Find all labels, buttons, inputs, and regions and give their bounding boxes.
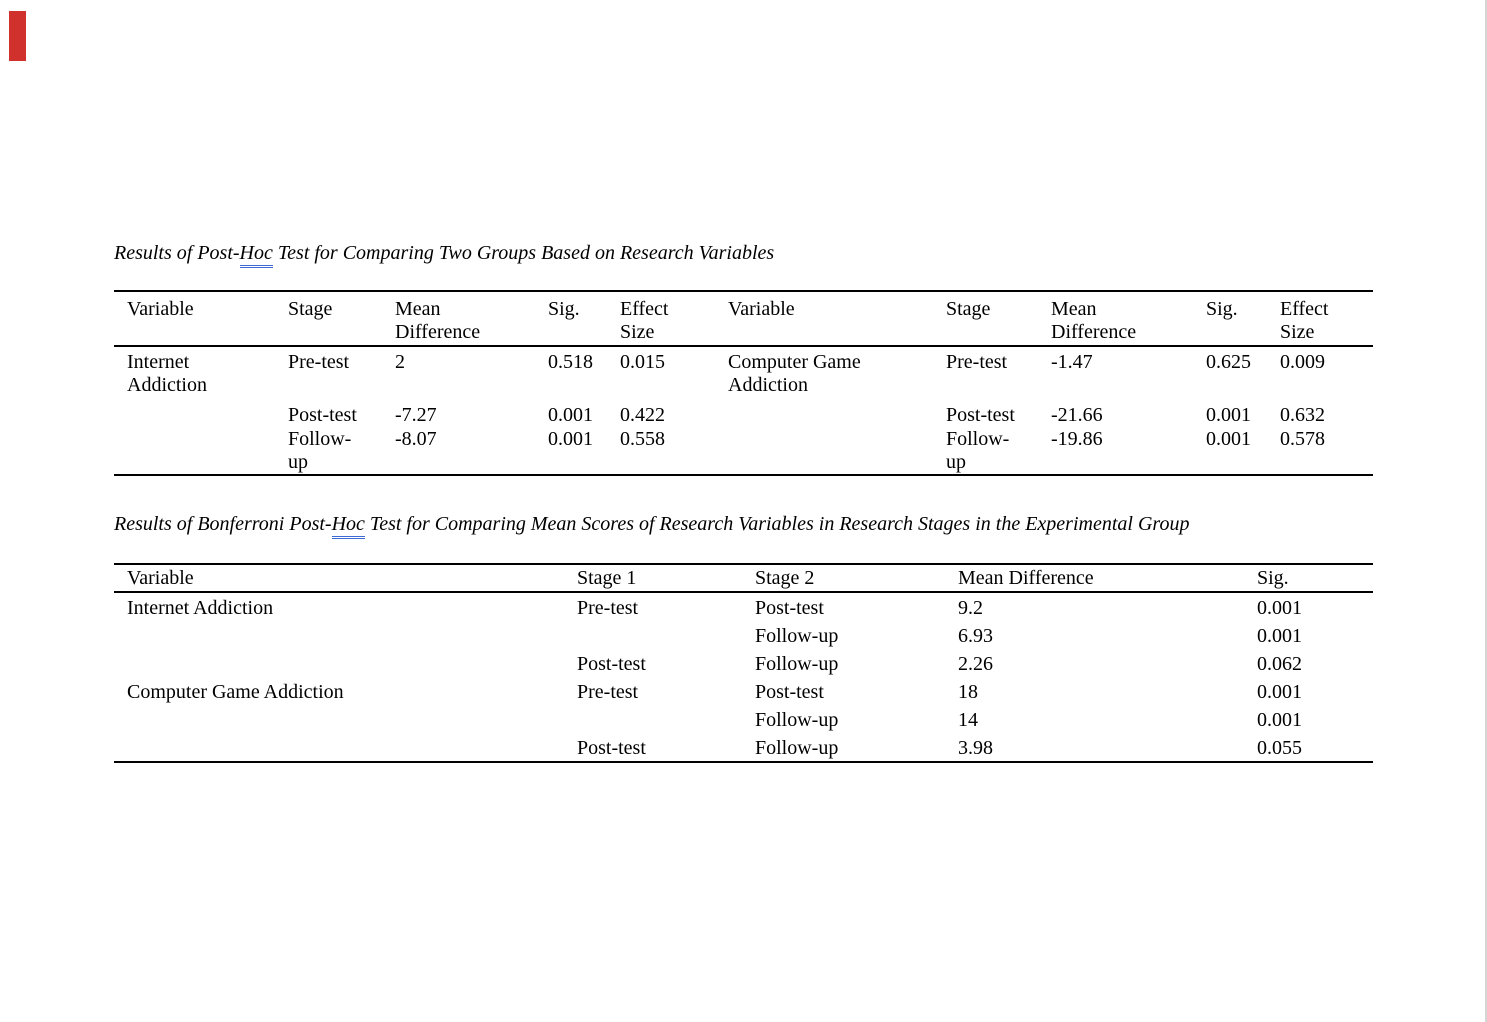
table-cell: -8.07 <box>395 428 437 450</box>
table2-caption-suffix: Test for Comparing Mean Scores of Research Variables in Research Stages in the Experimental Group <box>364 513 1190 535</box>
table-cell <box>114 649 564 677</box>
table-cell: 0.422 <box>620 404 665 426</box>
table-cell: Post-test <box>288 404 357 426</box>
table-cell: Pre-test <box>288 351 350 373</box>
table-cell: 14 <box>958 709 978 731</box>
table-cell: Follow-up <box>755 737 839 759</box>
column-header: Mean Difference <box>1038 291 1193 346</box>
bonferroni-posthoc-table <box>114 563 1373 763</box>
table-cell: -21.66 <box>1051 404 1103 426</box>
table-cell: 0.625 <box>1206 351 1251 373</box>
table1-header-row <box>114 291 1373 346</box>
column-header: Stage 1 <box>564 564 742 592</box>
column-header: Sig. <box>1244 564 1373 592</box>
table-row <box>114 677 1373 705</box>
table-cell: 0.632 <box>1280 404 1325 426</box>
table-cell: Pre-test <box>577 681 639 703</box>
table-cell: -19.86 <box>1051 428 1103 450</box>
table-cell: 9.2 <box>958 597 983 619</box>
table-row <box>114 592 1373 621</box>
table-cell: 0.578 <box>1280 428 1325 450</box>
table-cell: 0.518 <box>548 351 593 373</box>
table-cell: 18 <box>958 681 978 703</box>
table-cell: 0.009 <box>1280 351 1325 373</box>
table2-caption-prefix: Results of Bonferroni Post- <box>114 513 332 535</box>
table-cell: Post-test <box>946 404 1015 426</box>
column-header: Mean Difference <box>382 291 535 346</box>
table-cell <box>564 621 742 649</box>
table2-caption-hoc-grammar-underline: Hoc <box>332 513 365 539</box>
table-row <box>114 733 1373 762</box>
table-row <box>114 346 1373 404</box>
table-cell: Post-test <box>755 597 824 619</box>
column-header: Effect Size <box>1267 291 1373 346</box>
table-cell: 0.001 <box>1206 428 1251 450</box>
table-cell: 0.001 <box>1257 625 1302 647</box>
table1-caption <box>114 240 774 267</box>
table-cell: Follow-up <box>755 653 839 675</box>
table-cell: 3.98 <box>958 737 993 759</box>
table-row <box>114 621 1373 649</box>
table-cell <box>114 428 275 475</box>
table-cell <box>114 705 564 733</box>
table-cell: 0.001 <box>1257 709 1302 731</box>
table-cell: Computer Game Addiction <box>127 681 344 703</box>
table-cell <box>114 621 564 649</box>
column-header: Variable <box>715 291 933 346</box>
column-header: Sig. <box>535 291 607 346</box>
table-cell: -7.27 <box>395 404 437 426</box>
table1-caption-hoc-grammar-underline: Hoc <box>240 242 273 268</box>
table-cell: Post-test <box>577 737 646 759</box>
table-row <box>114 705 1373 733</box>
table-cell: 0.001 <box>1206 404 1251 426</box>
table-cell: 0.001 <box>548 428 593 450</box>
table-cell: Follow-up <box>755 709 839 731</box>
column-header: Variable <box>114 291 275 346</box>
table1-caption-suffix: Test for Comparing Two Groups Based on Research Variables <box>272 242 775 264</box>
table-cell <box>715 404 933 428</box>
table-cell: Computer Game Addiction <box>728 351 861 396</box>
column-header: Effect Size <box>607 291 715 346</box>
table-row <box>114 649 1373 677</box>
posthoc-two-groups-table <box>114 290 1373 476</box>
table-cell: 2.26 <box>958 653 993 675</box>
table-cell <box>564 705 742 733</box>
column-header: Variable <box>114 564 564 592</box>
table-cell: Follow- up <box>946 428 1010 473</box>
table-cell: 2 <box>395 351 405 373</box>
table-cell: Internet Addiction <box>127 597 274 619</box>
table-cell: 0.062 <box>1257 653 1302 675</box>
table-row <box>114 404 1373 428</box>
table-cell: 0.001 <box>548 404 593 426</box>
table-cell <box>715 428 933 475</box>
table-cell: 0.055 <box>1257 737 1302 759</box>
table-cell: Follow- up <box>288 428 352 473</box>
table-cell: 6.93 <box>958 625 993 647</box>
column-header: Sig. <box>1193 291 1267 346</box>
table-cell: 0.015 <box>620 351 665 373</box>
column-header: Stage <box>933 291 1038 346</box>
table-cell: 0.001 <box>1257 597 1302 619</box>
table2-caption <box>114 511 1189 538</box>
table-cell: Follow-up <box>755 625 839 647</box>
table-cell <box>114 404 275 428</box>
table-cell: -1.47 <box>1051 351 1093 373</box>
column-header: Mean Difference <box>945 564 1244 592</box>
column-header: Stage 2 <box>742 564 945 592</box>
table-cell: Internet Addiction <box>127 351 207 396</box>
table-cell: 0.558 <box>620 428 665 450</box>
column-header: Stage <box>275 291 382 346</box>
table-cell: Post-test <box>577 653 646 675</box>
table1-caption-prefix: Results of Post- <box>114 242 240 264</box>
table-row <box>114 428 1373 475</box>
table-cell: 0.001 <box>1257 681 1302 703</box>
table2-header-row <box>114 564 1373 592</box>
table-cell: Pre-test <box>946 351 1008 373</box>
red-annotation-bar <box>9 11 26 61</box>
table-cell <box>114 733 564 762</box>
table-cell: Post-test <box>755 681 824 703</box>
table-cell: Pre-test <box>577 597 639 619</box>
